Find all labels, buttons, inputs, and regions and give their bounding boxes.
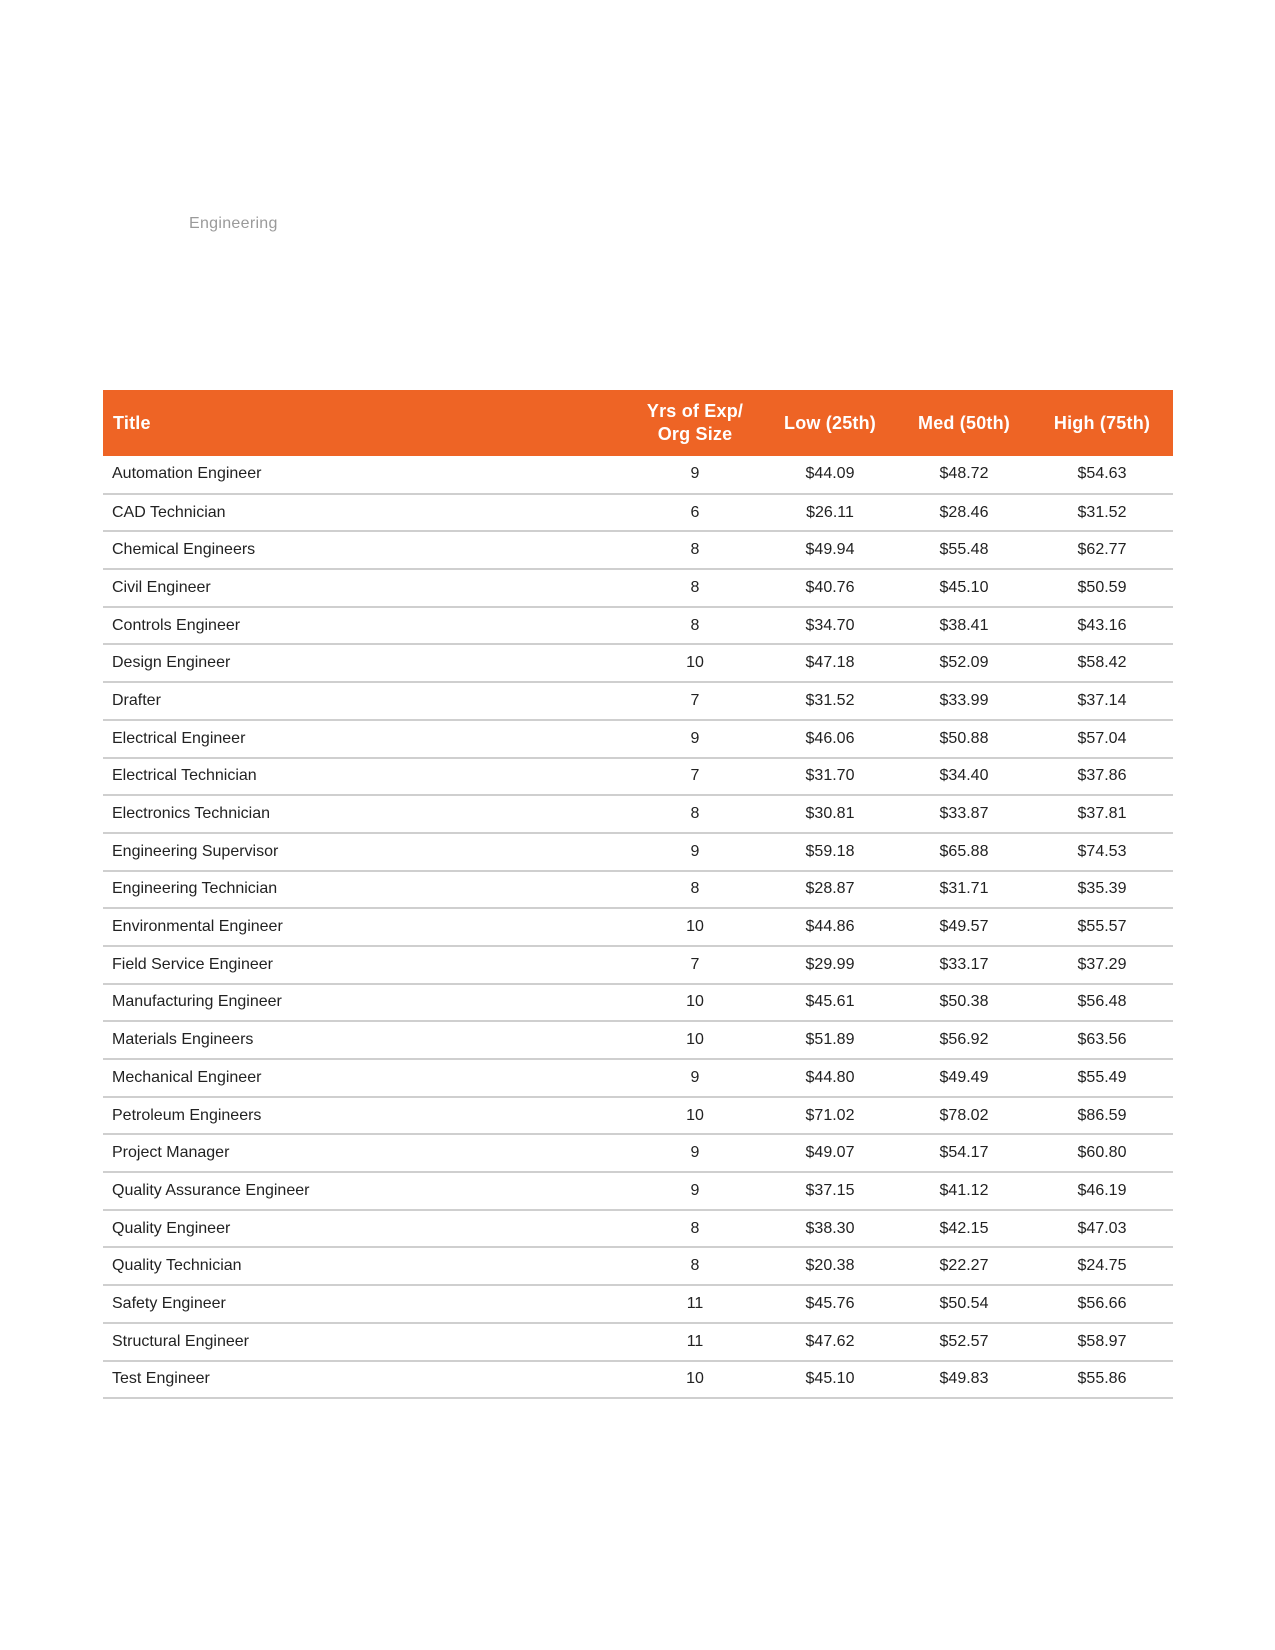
cell-title: Electrical Technician xyxy=(112,767,257,785)
cell-high: $24.75 xyxy=(1077,1257,1127,1275)
cell-low: $20.38 xyxy=(805,1257,855,1275)
cell-high: $46.19 xyxy=(1077,1181,1127,1199)
cell-med: $33.99 xyxy=(939,691,989,709)
cell-med: $50.38 xyxy=(939,993,989,1011)
cell-med: $56.92 xyxy=(939,1031,989,1049)
cell-high: $58.42 xyxy=(1077,654,1127,672)
table-row xyxy=(103,1323,1173,1361)
cell-title: Environmental Engineer xyxy=(112,918,283,936)
cell-med: $49.83 xyxy=(939,1370,989,1388)
section-label: Engineering xyxy=(189,215,278,232)
cell-low: $45.76 xyxy=(805,1294,855,1312)
cell-title: Engineering Technician xyxy=(112,880,278,898)
cell-med: $33.17 xyxy=(939,955,989,973)
cell-low: $71.02 xyxy=(805,1106,855,1124)
table-header xyxy=(103,390,1173,456)
cell-title: Controls Engineer xyxy=(112,616,241,634)
header-years-line1: Yrs of Exp/ xyxy=(646,401,744,421)
cell-low: $26.11 xyxy=(806,503,854,521)
cell-med: $22.27 xyxy=(939,1257,989,1275)
cell-years: 10 xyxy=(686,1106,704,1124)
cell-years: 9 xyxy=(690,465,700,483)
salary-table xyxy=(103,390,1173,1399)
cell-high: $58.97 xyxy=(1077,1332,1127,1350)
header-title: Title xyxy=(113,412,151,433)
cell-high: $63.56 xyxy=(1077,1031,1127,1049)
cell-low: $29.99 xyxy=(805,955,855,973)
table-row xyxy=(103,833,1173,871)
cell-years: 8 xyxy=(690,880,700,898)
cell-years: 9 xyxy=(690,1181,700,1199)
cell-med: $34.40 xyxy=(939,767,989,785)
cell-low: $45.10 xyxy=(805,1370,855,1388)
cell-title: Field Service Engineer xyxy=(112,955,273,973)
cell-title: Quality Technician xyxy=(112,1257,242,1275)
cell-high: $37.81 xyxy=(1077,805,1127,823)
cell-title: Electronics Technician xyxy=(112,805,271,823)
cell-title: Quality Assurance Engineer xyxy=(112,1181,310,1199)
cell-title: Project Manager xyxy=(112,1144,230,1162)
cell-low: $49.07 xyxy=(805,1144,855,1162)
table-row xyxy=(103,758,1173,796)
cell-title: Civil Engineer xyxy=(112,578,211,596)
cell-med: $49.57 xyxy=(939,918,989,936)
cell-low: $47.18 xyxy=(805,654,855,672)
cell-med: $54.17 xyxy=(939,1144,989,1162)
header-years-experience xyxy=(627,390,763,456)
cell-years: 8 xyxy=(690,1257,700,1275)
cell-high: $57.04 xyxy=(1077,729,1127,747)
cell-med: $41.12 xyxy=(939,1181,989,1199)
cell-high: $86.59 xyxy=(1077,1106,1127,1124)
cell-med: $42.15 xyxy=(939,1219,989,1237)
table-row xyxy=(103,644,1173,682)
cell-years: 9 xyxy=(690,842,700,860)
cell-med: $50.88 xyxy=(939,729,989,747)
cell-title: Materials Engineers xyxy=(112,1031,254,1049)
cell-high: $50.59 xyxy=(1077,578,1127,596)
table-row xyxy=(103,946,1173,984)
cell-years: 10 xyxy=(686,1031,704,1049)
cell-years: 10 xyxy=(686,993,704,1011)
cell-low: $31.70 xyxy=(805,767,855,785)
cell-high: $60.80 xyxy=(1077,1144,1127,1162)
cell-title: Chemical Engineers xyxy=(112,541,256,559)
table-row xyxy=(103,1059,1173,1097)
cell-low: $28.87 xyxy=(805,880,855,898)
cell-high: $54.63 xyxy=(1077,465,1127,483)
cell-low: $30.81 xyxy=(805,805,855,823)
table-row xyxy=(103,908,1173,946)
cell-years: 11 xyxy=(686,1294,704,1312)
cell-years: 8 xyxy=(690,616,700,634)
cell-high: $74.53 xyxy=(1077,842,1127,860)
table-row xyxy=(103,1247,1173,1285)
cell-med: $52.57 xyxy=(939,1332,989,1350)
cell-years: 11 xyxy=(686,1332,704,1350)
cell-title: Manufacturing Engineer xyxy=(112,993,282,1011)
table-row xyxy=(103,1361,1173,1399)
table-row xyxy=(103,1134,1173,1172)
cell-low: $37.15 xyxy=(805,1181,855,1199)
cell-high: $55.86 xyxy=(1077,1370,1127,1388)
table-row xyxy=(103,871,1173,909)
cell-high: $62.77 xyxy=(1077,541,1127,559)
cell-med: $49.49 xyxy=(939,1068,989,1086)
table-row xyxy=(103,494,1173,532)
cell-med: $50.54 xyxy=(939,1294,989,1312)
cell-title: Electrical Engineer xyxy=(112,729,246,747)
table-row xyxy=(103,1285,1173,1323)
cell-high: $43.16 xyxy=(1077,616,1127,634)
cell-years: 8 xyxy=(690,1219,700,1237)
cell-low: $34.70 xyxy=(805,616,855,634)
cell-med: $65.88 xyxy=(939,842,989,860)
cell-years: 9 xyxy=(690,729,700,747)
cell-years: 7 xyxy=(690,955,700,973)
cell-high: $35.39 xyxy=(1077,880,1127,898)
cell-med: $38.41 xyxy=(939,616,989,634)
table-row xyxy=(103,984,1173,1022)
cell-med: $31.71 xyxy=(939,880,989,898)
cell-years: 6 xyxy=(690,503,700,521)
cell-title: Drafter xyxy=(112,691,161,709)
cell-years: 7 xyxy=(690,767,700,785)
header-years-line2: Org Size xyxy=(657,424,733,444)
cell-years: 10 xyxy=(686,918,704,936)
cell-high: $37.86 xyxy=(1077,767,1127,785)
cell-high: $47.03 xyxy=(1077,1219,1127,1237)
header-row xyxy=(103,390,1173,456)
cell-low: $44.80 xyxy=(805,1068,855,1086)
table-row xyxy=(103,682,1173,720)
cell-low: $40.76 xyxy=(805,578,855,596)
cell-low: $49.94 xyxy=(805,541,855,559)
cell-med: $55.48 xyxy=(939,541,989,559)
cell-title: Safety Engineer xyxy=(112,1294,226,1312)
cell-title: Design Engineer xyxy=(112,654,231,672)
cell-years: 8 xyxy=(690,541,700,559)
cell-med: $45.10 xyxy=(939,578,989,596)
cell-high: $55.49 xyxy=(1077,1068,1127,1086)
cell-med: $33.87 xyxy=(939,805,989,823)
cell-low: $51.89 xyxy=(805,1031,855,1049)
cell-low: $44.86 xyxy=(805,918,855,936)
cell-title: Engineering Supervisor xyxy=(112,842,279,860)
cell-title: Automation Engineer xyxy=(112,465,262,483)
cell-years: 10 xyxy=(686,654,704,672)
table-row xyxy=(103,456,1173,494)
cell-low: $59.18 xyxy=(805,842,855,860)
cell-high: $37.14 xyxy=(1077,691,1127,709)
cell-med: $28.46 xyxy=(939,503,989,521)
cell-high: $31.52 xyxy=(1077,503,1127,521)
cell-title: Structural Engineer xyxy=(112,1332,249,1350)
table-row xyxy=(103,531,1173,569)
table-row xyxy=(103,569,1173,607)
cell-med: $48.72 xyxy=(939,465,989,483)
table-body xyxy=(103,456,1173,1398)
cell-med: $78.02 xyxy=(939,1106,989,1124)
table-row xyxy=(103,1097,1173,1135)
cell-title: Mechanical Engineer xyxy=(112,1068,262,1086)
cell-years: 9 xyxy=(690,1068,700,1086)
table-row xyxy=(103,1210,1173,1248)
cell-low: $45.61 xyxy=(805,993,855,1011)
table-row xyxy=(103,607,1173,645)
cell-high: $56.48 xyxy=(1077,993,1127,1011)
cell-years: 8 xyxy=(690,805,700,823)
table-row xyxy=(103,1021,1173,1059)
cell-years: 8 xyxy=(690,578,700,596)
cell-low: $47.62 xyxy=(805,1332,855,1350)
cell-title: CAD Technician xyxy=(112,503,226,521)
cell-low: $31.52 xyxy=(805,691,855,709)
header-low: Low (25th) xyxy=(784,412,876,433)
table-row xyxy=(103,720,1173,758)
cell-low: $44.09 xyxy=(805,465,855,483)
table-row xyxy=(103,795,1173,833)
cell-high: $55.57 xyxy=(1077,918,1127,936)
cell-title: Test Engineer xyxy=(112,1370,210,1388)
cell-years: 7 xyxy=(690,691,700,709)
cell-low: $38.30 xyxy=(805,1219,855,1237)
cell-high: $56.66 xyxy=(1077,1294,1127,1312)
cell-high: $37.29 xyxy=(1077,955,1127,973)
cell-med: $52.09 xyxy=(939,654,989,672)
header-med: Med (50th) xyxy=(918,412,1010,433)
cell-low: $46.06 xyxy=(805,729,855,747)
cell-years: 10 xyxy=(686,1370,704,1388)
cell-title: Quality Engineer xyxy=(112,1219,231,1237)
cell-years: 9 xyxy=(690,1144,700,1162)
header-high: High (75th) xyxy=(1053,412,1151,433)
cell-title: Petroleum Engineers xyxy=(112,1106,262,1124)
table-row xyxy=(103,1172,1173,1210)
